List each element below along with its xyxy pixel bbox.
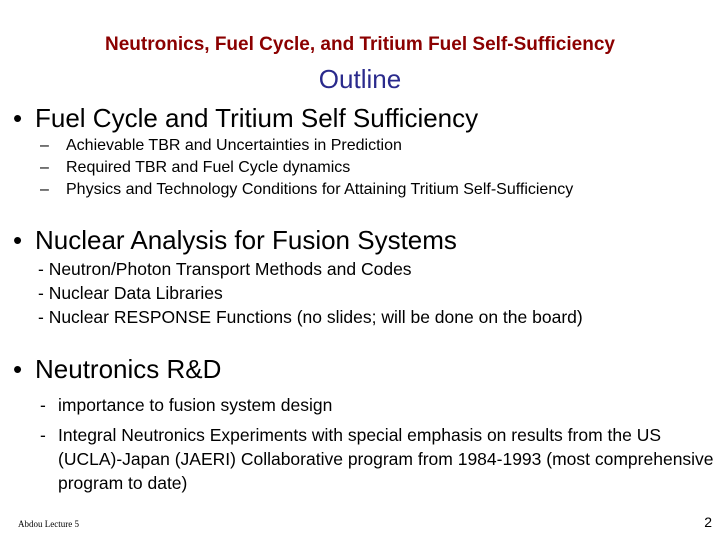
sub-list (0, 393, 720, 495)
dash-icon: – (40, 181, 49, 198)
page-number: 2 (704, 514, 712, 530)
bullet-row (0, 352, 720, 386)
list-item-text: - Nuclear RESPONSE Functions (no slides; will be done on the board) (38, 307, 583, 327)
outline-title: Outline (318, 64, 402, 94)
bullet-icon: • (13, 225, 23, 255)
section-neutronics-rd (0, 352, 720, 495)
dash-icon: - (40, 395, 46, 415)
list-item (0, 393, 720, 417)
list-item (0, 135, 720, 157)
list-item-text: - Neutron/Photon Transport Methods and Codes (38, 259, 412, 279)
list-item (0, 305, 720, 329)
section-fuel-cycle (0, 101, 720, 201)
section-heading: Fuel Cycle and Tritium Self Sufficiency (35, 103, 479, 133)
sub-list (0, 135, 720, 201)
list-item (0, 179, 720, 201)
section-nuclear-analysis (0, 223, 720, 329)
list-item-text: Required TBR and Fuel Cycle dynamics (66, 159, 351, 176)
bullet-row (0, 223, 720, 257)
bullet-row (0, 101, 720, 135)
list-item-text: importance to fusion system design (58, 395, 333, 415)
list-item-text: Integral Neutronics Experiments with special emphasis on results from the US (UCLA)-Japan (JAERI) Collaborative program from 1984-1993 (most comprehensive program to date) (58, 425, 714, 493)
list-item-text: - Nuclear Data Libraries (38, 283, 223, 303)
bullet-icon: • (13, 354, 23, 384)
section-heading: Nuclear Analysis for Fusion Systems (35, 225, 457, 255)
list-item-text: Physics and Technology Conditions for Attaining Tritium Self-Sufficiency (66, 181, 574, 198)
list-item (0, 257, 720, 281)
footer-lecture-label: Abdou Lecture 5 (18, 519, 79, 529)
bullet-icon: • (13, 103, 23, 133)
dash-icon: – (40, 159, 49, 176)
list-item (0, 281, 720, 305)
section-heading: Neutronics R&D (35, 354, 222, 384)
slide-header-title: Neutronics, Fuel Cycle, and Tritium Fuel Self-Sufficiency (105, 34, 615, 55)
dash-icon: – (40, 137, 49, 154)
dash-icon: - (40, 425, 46, 445)
list-item (0, 157, 720, 179)
sub-list (0, 257, 720, 329)
list-item (0, 423, 720, 495)
list-item-text: Achievable TBR and Uncertainties in Prediction (66, 137, 402, 154)
